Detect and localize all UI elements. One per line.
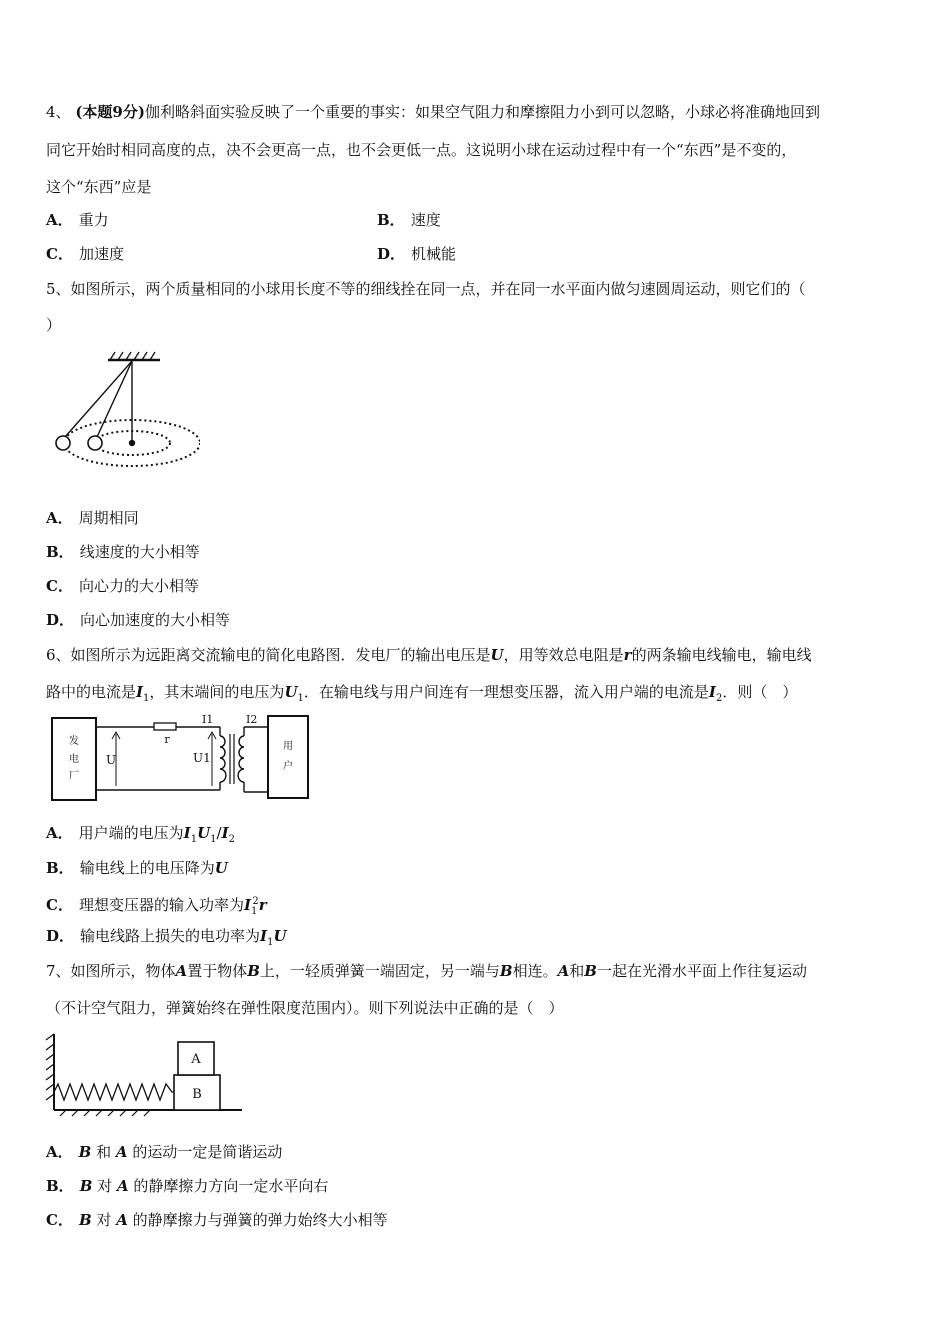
q4-option-c[interactable]: C． 加速度 bbox=[46, 245, 124, 263]
spring-block-diagram bbox=[44, 1032, 244, 1120]
user-char-2: 户 bbox=[283, 761, 293, 772]
q4-option-a[interactable]: A． 重力 bbox=[46, 211, 109, 229]
center-point bbox=[129, 440, 135, 446]
q7-line-2: （不计空气阻力，弹簧始终在弹性限度范围内）。则下列说法中正确的是（ ） bbox=[46, 999, 564, 1017]
current-i2-label: I2 bbox=[246, 713, 258, 726]
q4-line-1 bbox=[46, 102, 820, 122]
ball-inner bbox=[88, 436, 102, 450]
ball-outer bbox=[56, 436, 70, 450]
current-i1-label: I1 bbox=[202, 713, 214, 726]
q4-number: 4、 bbox=[46, 103, 71, 121]
q4-option-b[interactable]: B． 速度 bbox=[377, 211, 441, 229]
ceiling-support bbox=[108, 352, 160, 360]
q6-line-1: 6、如图所示为远距离交流输电的简化电路图．发电厂的输出电压是U，用等效总电阻是r的两条输电线输电，输电线 bbox=[46, 646, 812, 664]
q4-tag: (本题9分) bbox=[75, 103, 145, 121]
block-a-label: A bbox=[191, 1052, 201, 1067]
plant-char-1: 发 bbox=[69, 736, 79, 747]
q6-option-a[interactable]: A． 用户端的电压为$I_1U_1/I_2$ bbox=[46, 824, 235, 845]
voltage-u1-label: U1 bbox=[193, 751, 211, 765]
short-string bbox=[97, 361, 132, 437]
plant-char-2: 电 bbox=[69, 754, 79, 765]
q7-option-b[interactable]: B． B 对 A 的静摩擦力方向一定水平向右 bbox=[46, 1177, 329, 1195]
voltage-u-label: U bbox=[106, 753, 117, 767]
q5-option-d[interactable]: D． 向心加速度的大小相等 bbox=[46, 611, 231, 629]
q5-option-a[interactable]: A． 周期相同 bbox=[46, 509, 139, 527]
resistor-label: r bbox=[164, 733, 170, 746]
q6-option-d[interactable]: D． 输电线路上损失的电功率为$I_1U$ bbox=[46, 927, 287, 948]
q6-option-b[interactable]: B． 输电线上的电压降为U bbox=[46, 859, 228, 877]
q5-option-c[interactable]: C． 向心力的大小相等 bbox=[46, 577, 199, 595]
wall-hatching bbox=[46, 1034, 54, 1100]
q7-line-1: 7、如图所示，物体A置于物体B上，一轻质弹簧一端固定，另一端与B相连。A和B一起在光滑水平面上作往复运动 bbox=[46, 962, 807, 980]
q4-line-3: 这个“东西”应是 bbox=[46, 178, 152, 196]
q6-option-c[interactable]: C． 理想变压器的输入功率为$I_1^2r$ bbox=[46, 896, 267, 917]
user-box bbox=[268, 716, 308, 798]
power-transmission-diagram bbox=[50, 712, 312, 804]
q7-option-c[interactable]: C． B 对 A 的静摩擦力与弹簧的弹力始终大小相等 bbox=[46, 1211, 388, 1229]
q5-option-b[interactable]: B． 线速度的大小相等 bbox=[46, 543, 200, 561]
spring bbox=[54, 1084, 174, 1100]
q4-text-1: 伽利略斜面实验反映了一个重要的事实：如果空气阻力和摩擦阻力小到可以忽略，小球必将准确地回到 bbox=[144, 103, 820, 121]
q4-option-d[interactable]: D． 机械能 bbox=[377, 245, 457, 263]
transformer-primary-coil bbox=[220, 736, 226, 782]
q7-option-a[interactable]: A． B 和 A 的运动一定是简谐运动 bbox=[46, 1143, 283, 1161]
transformer-secondary-coil bbox=[238, 736, 244, 782]
q6-line-2: 路中的电流是$I_1$，其末端间的电压为$U_1$．在输电线与用户间连有一理想变压器，流入用户端的电流是$I_2$．则（ ） bbox=[46, 683, 798, 704]
resistor-r bbox=[154, 723, 176, 730]
plant-char-3: 厂 bbox=[69, 771, 79, 782]
conical-pendulum-diagram bbox=[48, 346, 200, 476]
q5-line-1: 5、如图所示，两个质量相同的小球用长度不等的细线拴在同一点，并在同一水平面内做匀速圆周运动，则它们的（ bbox=[46, 280, 806, 298]
block-b-label: B bbox=[192, 1087, 202, 1102]
q5-line-2: ） bbox=[46, 316, 62, 334]
user-char-1: 用 bbox=[283, 741, 293, 752]
long-string bbox=[65, 361, 132, 437]
q4-line-2: 同它开始时相同高度的点，决不会更高一点，也不会更低一点。这说明小球在运动过程中有一个“东西”是不变的， bbox=[46, 141, 797, 159]
